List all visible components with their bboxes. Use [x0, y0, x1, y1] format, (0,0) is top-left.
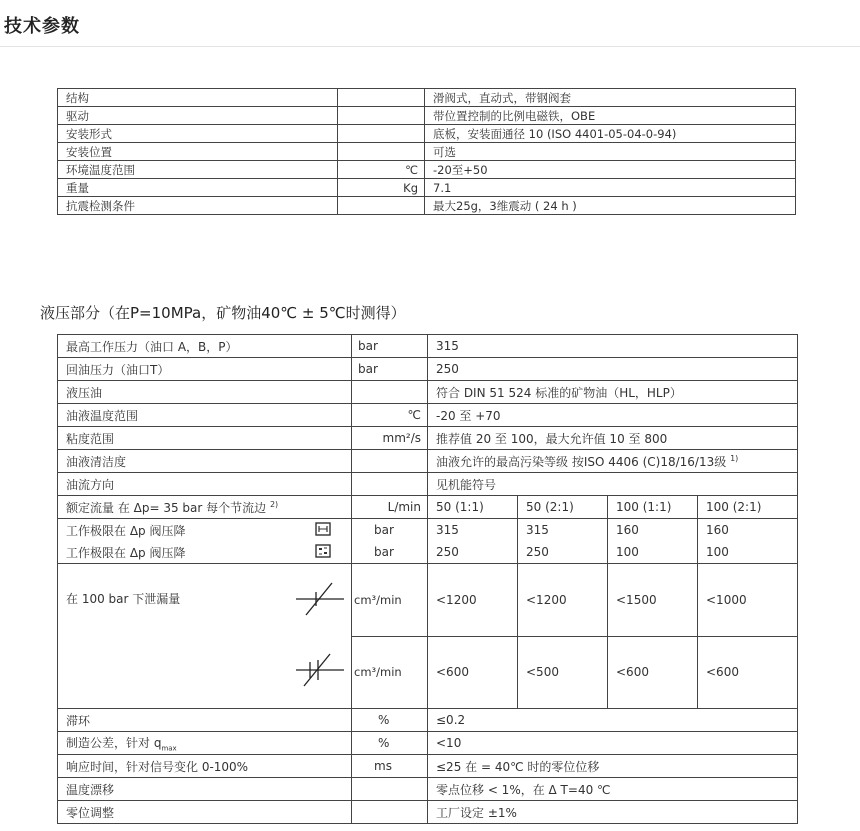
limit-value: 315	[428, 519, 518, 542]
leak-value: <600	[428, 636, 518, 709]
general-spec-table	[57, 88, 796, 215]
row-label: 重量	[58, 179, 338, 197]
row-unit	[338, 107, 425, 125]
table-row	[58, 179, 796, 197]
limit-value: 160	[608, 519, 698, 542]
subscript: max	[161, 744, 177, 753]
row-unit: cm³/min	[352, 636, 428, 709]
row-value: 最大25g，3维震动 ( 24 h )	[425, 197, 796, 215]
leak-value: <1500	[608, 564, 698, 637]
row-label: 安装位置	[58, 143, 338, 161]
row-label: 响应时间，针对信号变化 0-100%	[58, 755, 352, 778]
row-label: 安装形式	[58, 125, 338, 143]
row-value: 250	[428, 358, 798, 381]
row-unit: L/min	[352, 496, 428, 519]
table-row	[58, 732, 798, 755]
row-value: ≤25 在 = 40℃ 时的零位位移	[428, 755, 798, 778]
table-row	[58, 89, 796, 107]
hydraulic-section-title: 液压部分（在P=10MPa，矿物油40℃ ± 5℃时测得）	[40, 304, 406, 322]
table-row	[58, 801, 798, 824]
row-value: 零点位移 < 1%，在 Δ T=40 ℃	[428, 778, 798, 801]
page-title: 技术参数	[4, 16, 80, 37]
row-unit: bar	[352, 519, 428, 542]
row-unit	[338, 125, 425, 143]
row-label: 回油压力（油口T）	[58, 358, 352, 381]
row-unit	[338, 197, 425, 215]
limit-value: 100	[698, 541, 798, 564]
table-row	[58, 427, 798, 450]
row-unit: mm²/s	[352, 427, 428, 450]
row-label: 结构	[58, 89, 338, 107]
limit-row	[58, 519, 798, 542]
row-value: ≤0.2	[428, 709, 798, 732]
row-value: 底板，安装面通径 10 (ISO 4401-05-04-0-94)	[425, 125, 796, 143]
table-row	[58, 381, 798, 404]
leak-value: <600	[608, 636, 698, 709]
row-unit: %	[352, 732, 428, 755]
table-row	[58, 709, 798, 732]
flow-value: 100 (1:1)	[608, 496, 698, 519]
row-unit	[352, 450, 428, 473]
row-value: 带位置控制的比例电磁铁，OBE	[425, 107, 796, 125]
row-label: 环境温度范围	[58, 161, 338, 179]
row-unit	[352, 778, 428, 801]
row-value: 油液允许的最高污染等级 按ISO 4406 (C)18/16/13级 $^{1)}$	[428, 450, 798, 473]
table-row	[58, 473, 798, 496]
row-label: 抗震检测条件	[58, 197, 338, 215]
row-unit: Kg	[338, 179, 425, 197]
row-unit: bar	[352, 358, 428, 381]
row-value: -20至+50	[425, 161, 796, 179]
table-row	[58, 755, 798, 778]
row-unit	[338, 143, 425, 161]
row-unit: %	[352, 709, 428, 732]
row-label: 粘度范围	[58, 427, 352, 450]
leak-value: <500	[518, 636, 608, 709]
leak-value: <1000	[698, 564, 798, 637]
row-value: 工厂设定 ±1%	[428, 801, 798, 824]
leak-symbol-1-icon	[296, 564, 352, 637]
row-label: 油流方向	[58, 473, 352, 496]
row-unit	[352, 801, 428, 824]
table-row	[58, 197, 796, 215]
valve-symbol-a-icon	[296, 519, 352, 542]
table-row	[58, 107, 796, 125]
hydraulic-spec-table	[57, 334, 798, 824]
row-value: 见机能符号	[428, 473, 798, 496]
leak-symbol-2-icon	[296, 636, 352, 709]
leak-row-1	[58, 564, 798, 637]
limit-value: 250	[428, 541, 518, 564]
limit-row	[58, 541, 798, 564]
row-unit: ℃	[338, 161, 425, 179]
limit-value: 315	[518, 519, 608, 542]
table-row	[58, 778, 798, 801]
row-label: 工作极限在 Δp 阀压降	[58, 519, 296, 542]
row-value: -20 至 +70	[428, 404, 798, 427]
row-unit: bar	[352, 541, 428, 564]
limit-value: 160	[698, 519, 798, 542]
row-label: 额定流量 在 Δp= 35 bar 每个节流边 $^{2)}$	[58, 496, 352, 519]
row-value: 可选	[425, 143, 796, 161]
row-value: 推荐值 20 至 100，最大允许值 10 至 800	[428, 427, 798, 450]
row-label: 温度漂移	[58, 778, 352, 801]
row-label: 在 100 bar 下泄漏量	[58, 564, 296, 709]
row-label: 油液清洁度	[58, 450, 352, 473]
row-label: 油液温度范围	[58, 404, 352, 427]
valve-symbol-b-icon	[296, 541, 352, 564]
row-unit	[352, 473, 428, 496]
footnote-marker: 1)	[730, 453, 739, 463]
row-unit	[338, 89, 425, 107]
flow-value: 50 (1:1)	[428, 496, 518, 519]
table-row	[58, 161, 796, 179]
leak-value: <1200	[518, 564, 608, 637]
row-label: 驱动	[58, 107, 338, 125]
row-unit: bar	[352, 335, 428, 358]
row-label: 液压油	[58, 381, 352, 404]
row-unit: cm³/min	[352, 564, 428, 637]
row-unit: ℃	[352, 404, 428, 427]
leak-value: <600	[698, 636, 798, 709]
row-label: 制造公差，针对 $q_{max}$	[58, 732, 352, 755]
flow-row	[58, 496, 798, 519]
footnote-marker: 2)	[269, 499, 279, 509]
row-value: 7.1	[425, 179, 796, 197]
row-label: 零位调整	[58, 801, 352, 824]
title-divider	[0, 46, 860, 47]
table-row	[58, 358, 798, 381]
flow-value: 50 (2:1)	[518, 496, 608, 519]
row-value: 滑阀式，直动式，带钢阀套	[425, 89, 796, 107]
row-value: 符合 DIN 51 524 标准的矿物油（HL，HLP）	[428, 381, 798, 404]
limit-value: 250	[518, 541, 608, 564]
row-label: 滞环	[58, 709, 352, 732]
row-unit: ms	[352, 755, 428, 778]
row-label: 最高工作压力（油口 A，B，P）	[58, 335, 352, 358]
row-label: 工作极限在 Δp 阀压降	[58, 541, 296, 564]
row-unit	[352, 381, 428, 404]
table-row	[58, 450, 798, 473]
table-row	[58, 125, 796, 143]
flow-value: 100 (2:1)	[698, 496, 798, 519]
limit-value: 100	[608, 541, 698, 564]
table-row	[58, 335, 798, 358]
table-row	[58, 404, 798, 427]
row-value: <10	[428, 732, 798, 755]
leak-value: <1200	[428, 564, 518, 637]
table-row	[58, 143, 796, 161]
row-value: 315	[428, 335, 798, 358]
